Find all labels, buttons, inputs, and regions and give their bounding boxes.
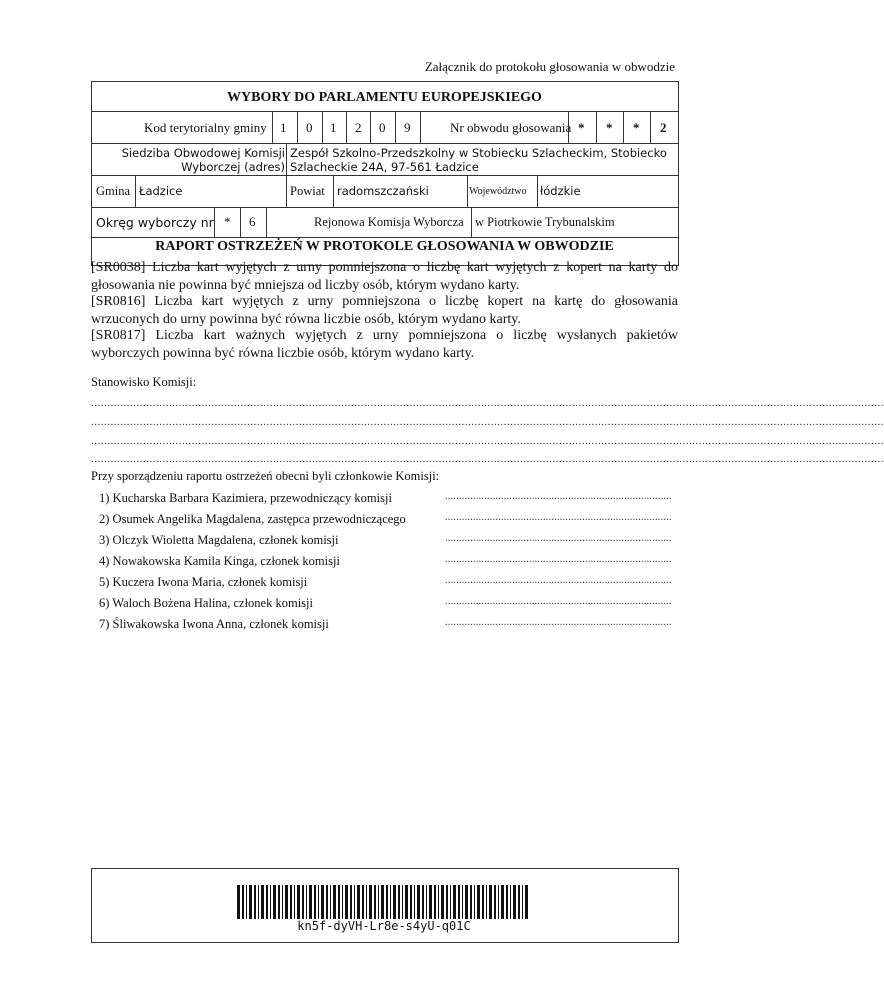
code-digit-4: 2 [355,120,362,135]
barcode-bar [426,885,427,919]
gmina-value: Ładzice [139,184,183,198]
barcode-bar [398,885,400,919]
barcode-bar [446,885,448,919]
barcode-bar [362,885,364,919]
barcode-bar [402,885,403,919]
barcode-icon [237,885,531,919]
commission-label: Rejonowa Komisja Wyborcza [314,215,464,229]
barcode-bar [474,885,475,919]
barcode-bar [486,885,487,919]
barcode-bar [242,885,244,919]
barcode-bar [338,885,340,919]
wojewodztwo-label: Województwo [469,186,527,197]
barcode-bar [278,885,280,919]
member-1: 1) Kucharska Barbara Kazimiera, przewodniczący komisji [99,491,392,505]
barcode-bar [525,885,528,919]
barcode-bar [273,885,276,919]
signature-line-2[interactable]: ................................................................................. [445,512,672,523]
wojewodztwo-value: łódzkie [540,184,581,198]
barcode-bar [326,885,328,919]
barcode-bar [522,885,523,919]
member-5: 5) Kuczera Iwona Maria, członek komisji [99,575,308,589]
code-digit-6: 9 [404,120,411,135]
member-7: 7) Śliwakowska Iwona Anna, członek komisji [99,617,329,631]
district-digit-4: 2 [660,120,667,135]
barcode-bar [354,885,355,919]
members-intro: Przy sporządzeniu raportu ostrzeżeń obecni byli członkowie Komisji: [91,469,440,483]
member-6: 6) Waloch Bożena Halina, członek komisji [99,596,313,610]
barcode-bar [390,885,391,919]
barcode-bar [458,885,460,919]
commission-value: w Piotrkowie Trybunalskim [475,215,615,229]
barcode-bar [482,885,484,919]
barcode-bar [314,885,316,919]
barcode-bar [254,885,256,919]
barcode-bar [318,885,319,919]
barcode-bar [261,885,264,919]
barcode-bar [330,885,331,919]
barcode-bar [462,885,463,919]
district-number-label: Nr obwodu głosowania [450,120,572,135]
position-label: Stanowisko Komisji: [91,375,197,389]
position-line-1[interactable]: .................................................................................................................................................................................................................................................... [91,397,884,409]
okreg-label: Okręg wyborczy nr [96,215,214,230]
barcode-bar [345,885,348,919]
powiat-label: Powiat [290,184,325,198]
seat-value-line1: Zespół Szkolno-Przedszkolny w Stobiecku Szlacheckim, Stobiecko [290,146,667,160]
barcode-bar [350,885,352,919]
barcode-bar [450,885,451,919]
district-digit-1: * [578,120,585,135]
barcode-bar [297,885,300,919]
barcode-bar [342,885,343,919]
signature-line-7[interactable]: ................................................................................. [445,617,672,628]
position-line-3[interactable]: .................................................................................................................................................................................................................................................... [91,435,884,447]
barcode-bar [366,885,367,919]
barcode-bar [333,885,336,919]
barcode-bar [302,885,304,919]
signature-line-4[interactable]: ................................................................................. [445,554,672,565]
barcode-bar [506,885,508,919]
barcode-bar [477,885,480,919]
barcode-bar [386,885,388,919]
form-title: WYBORY DO PARLAMENTU EUROPEJSKIEGO [227,90,542,105]
signature-line-5[interactable]: ................................................................................. [445,575,672,586]
header-note: Załącznik do protokołu głosowania w obwodzie [424,59,675,74]
barcode-bar [378,885,379,919]
district-digit-2: * [606,120,613,135]
powiat-value: radomszczański [337,184,429,198]
barcode-bar [417,885,420,919]
barcode-bar [518,885,520,919]
barcode-bar [237,885,240,919]
barcode-bar [494,885,496,919]
barcode-bar [501,885,504,919]
signature-line-6[interactable]: ................................................................................. [445,596,672,607]
barcode-bar [321,885,324,919]
member-2: 2) Osumek Angelika Magdalena, zastępca przewodniczącego [99,512,406,526]
warning-sr0817: [SR0817] Liczba kart ważnych wyjętych z urny pomniejszona o liczbę wysłanych pakietów wyborczych powinna być równa liczbie osób, którym wydano karty. [91,328,678,361]
member-3: 3) Olczyk Wioletta Magdalena, członek komisji [99,533,339,547]
barcode-bar [429,885,432,919]
barcode-bar [369,885,372,919]
barcode-bar [393,885,396,919]
barcode-bar [309,885,312,919]
barcode-bar [294,885,295,919]
signature-line-1[interactable]: ................................................................................. [445,491,672,502]
barcode-bar [498,885,499,919]
code-digit-3: 1 [330,120,337,135]
seat-label-line2: Wyborczej (adres) [181,160,285,174]
barcode-bar [422,885,424,919]
barcode-bar [266,885,268,919]
barcode-bar [285,885,288,919]
okreg-digit-2: 6 [249,214,256,229]
code-digit-1: 1 [280,120,287,135]
okreg-digit-1: * [224,214,231,229]
position-line-2[interactable]: .................................................................................................................................................................................................................................................... [91,416,884,428]
warning-sr0038: [SR0038] Liczba kart wyjętych z urny pomniejszona o liczbę kart wyjętych z kopert na karty do głosowania nie powinna być mniejsza od liczby osób, którym wydano karty. [91,260,678,293]
barcode-bar [441,885,444,919]
position-line-4[interactable]: .................................................................................................................................................................................................................................................... [91,453,884,465]
seat-label-line1: Siedziba Obwodowej Komisji [121,146,285,160]
barcode-bar [381,885,384,919]
barcode-bar [513,885,516,919]
barcode-bar [306,885,307,919]
report-title: RAPORT OSTRZEŻEŃ W PROTOKOLE GŁOSOWANIA W OBWODZIE [155,239,614,254]
barcode-bar [246,885,247,919]
warning-sr0816: [SR0816] Liczba kart wyjętych z urny pomniejszona o liczbę kopert na kartę do głosowania wrzuconych do urny powinna być równa liczbie osób, którym wydano karty. [91,294,678,327]
seat-value-line2: Szlacheckie 24A, 97-561 Ładzice [290,160,479,174]
code-digit-5: 0 [379,120,386,135]
code-digit-2: 0 [306,120,313,135]
barcode-bar [410,885,412,919]
barcode-bar [453,885,456,919]
barcode-bar [270,885,271,919]
barcode-bar [282,885,283,919]
barcode-bar [258,885,259,919]
barcode-bar [405,885,408,919]
barcode-bar [489,885,492,919]
barcode-bar [470,885,472,919]
signature-line-3[interactable]: ................................................................................. [445,533,672,544]
barcode-text: kn5f-dyVH-Lr8e-s4yU-q01C [297,919,471,933]
barcode-bar [357,885,360,919]
barcode-bar [438,885,439,919]
barcode-bar [374,885,376,919]
gmina-label: Gmina [96,184,131,198]
barcode-bar [510,885,511,919]
barcode-bar [434,885,436,919]
barcode-bar [249,885,252,919]
barcode-bar [465,885,468,919]
territorial-code-label: Kod terytorialny gminy [144,120,267,135]
member-4: 4) Nowakowska Kamila Kinga, członek komisji [99,554,340,568]
district-digit-3: * [633,120,640,135]
barcode-bar [290,885,292,919]
barcode-bar [414,885,415,919]
